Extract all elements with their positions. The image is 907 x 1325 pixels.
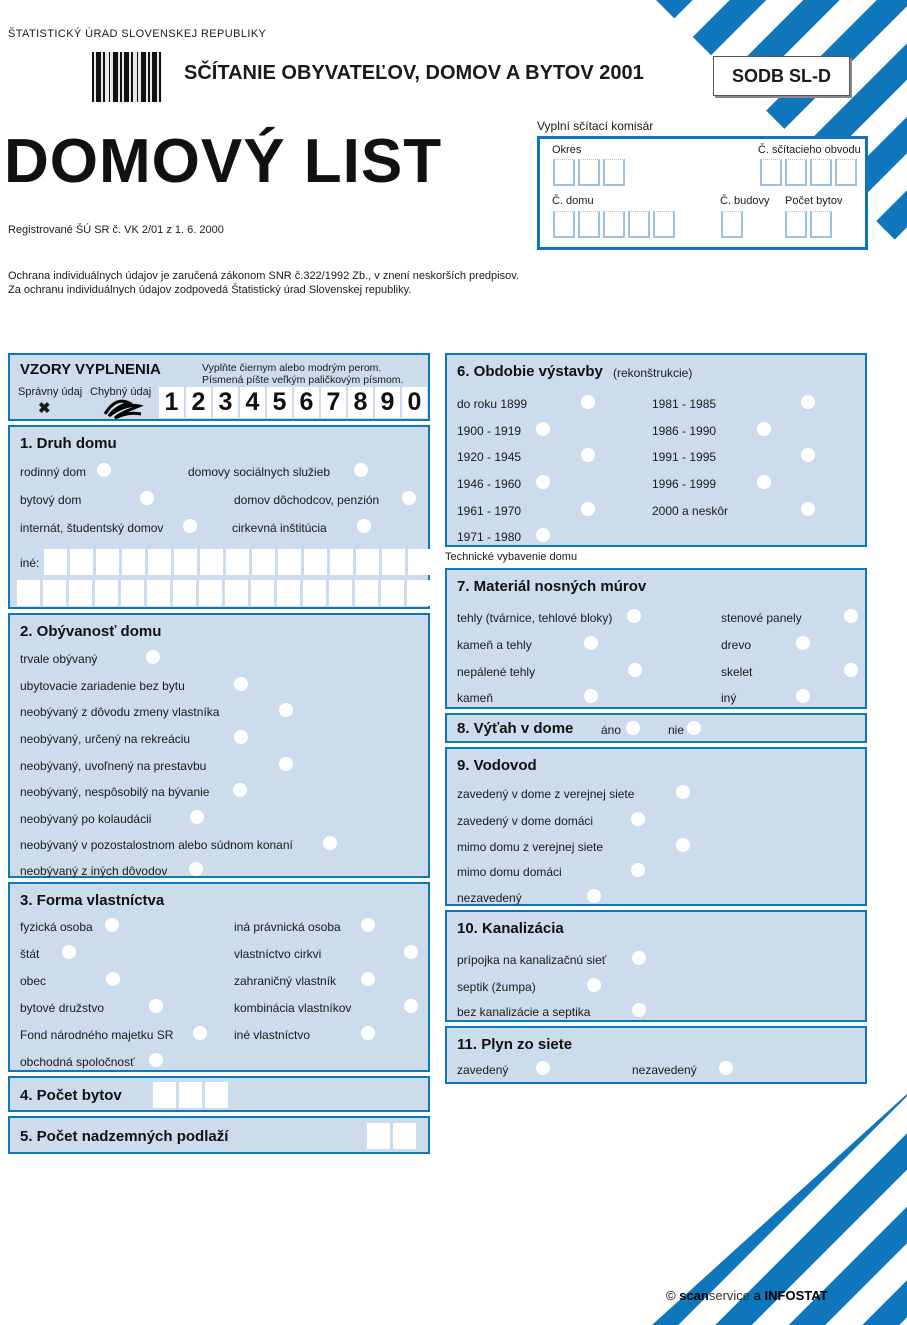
answer-bubble[interactable] [234, 730, 248, 744]
field-label-okres: Okres [552, 144, 582, 156]
option-label: cirkevná inštitúcia [232, 521, 327, 535]
char-cell[interactable] [760, 159, 782, 186]
char-cell[interactable] [355, 580, 378, 606]
sample-digit: 2 [186, 387, 211, 418]
char-cell[interactable] [43, 580, 66, 606]
field-label-building-number: Č. budovy [720, 195, 770, 207]
option-label: 1946 - 1960 [457, 477, 522, 491]
sample-digit: 6 [294, 387, 319, 418]
char-cell[interactable] [810, 211, 832, 238]
answer-bubble[interactable] [190, 810, 204, 824]
answer-bubble[interactable] [404, 945, 418, 959]
scribble-icon [102, 397, 144, 419]
char-cell[interactable] [251, 580, 274, 606]
answer-bubble[interactable] [354, 463, 368, 477]
house-number-input-cells[interactable] [553, 211, 675, 238]
char-cell[interactable] [785, 159, 807, 186]
char-cell[interactable] [205, 1082, 228, 1108]
section-title: 8. Výťah v dome [457, 720, 574, 737]
answer-bubble[interactable] [844, 609, 858, 623]
char-cell[interactable] [70, 549, 93, 575]
dwelling-count-cells[interactable] [153, 1082, 228, 1108]
credit-service: service [708, 1288, 751, 1303]
char-cell[interactable] [407, 580, 430, 606]
option-label: skelet [721, 665, 753, 679]
option-label: 1920 - 1945 [457, 450, 522, 464]
char-cell[interactable] [578, 159, 600, 186]
option-label: 1991 - 1995 [652, 450, 717, 464]
census-title: SČÍTANIE OBYVATEĽOV, DOMOV A BYTOV 2001 [184, 62, 644, 84]
answer-bubble[interactable] [402, 491, 416, 505]
answer-bubble[interactable] [687, 721, 701, 735]
answer-bubble[interactable] [632, 1003, 646, 1017]
char-cell[interactable] [17, 580, 40, 606]
section-4-pocet-bytov [8, 1076, 430, 1112]
option-label: neobývaný po kolaudácii [20, 812, 152, 826]
fill-samples-panel [8, 353, 430, 421]
answer-bubble[interactable] [844, 663, 858, 677]
registration-note: Registrované ŠÚ SR č. VK 2/01 z 1. 6. 2000 [8, 224, 224, 236]
answer-bubble[interactable] [189, 862, 203, 876]
option-label: kameň a tehly [457, 638, 532, 652]
section-title: 1. Druh domu [20, 435, 117, 452]
section-2-obyvanost-domu [8, 613, 430, 878]
barcode [92, 52, 162, 102]
char-cell[interactable] [603, 211, 625, 238]
answer-bubble[interactable] [193, 1026, 207, 1040]
char-cell[interactable] [329, 580, 352, 606]
answer-bubble[interactable] [631, 863, 645, 877]
answer-bubble[interactable] [587, 978, 601, 992]
option-label: nezavedený [457, 891, 522, 905]
char-cell[interactable] [721, 211, 743, 238]
char-cell[interactable] [367, 1123, 390, 1149]
section-3-forma-vlastnictva [8, 882, 430, 1072]
privacy-note-line2: Za ochranu individuálnych údajov zodpovedá Štatistický úrad Slovenskej republiky. [8, 284, 412, 296]
answer-bubble[interactable] [106, 972, 120, 986]
section-6-obdobie-vystavby [445, 353, 867, 547]
option-label: do roku 1899 [457, 397, 528, 411]
char-cell[interactable] [96, 549, 119, 575]
answer-bubble[interactable] [587, 889, 601, 903]
commissioner-box [537, 136, 868, 250]
answer-bubble[interactable] [279, 757, 293, 771]
sample-digit: 9 [375, 387, 400, 418]
option-label: nepálené tehly [457, 665, 536, 679]
option-label: bytové družstvo [20, 1001, 105, 1015]
option-label: nie [668, 723, 685, 737]
char-cell[interactable] [147, 580, 170, 606]
credit-infostat: INFOSTAT [764, 1288, 828, 1303]
section-title: 2. Obývanosť domu [20, 623, 162, 640]
char-cell[interactable] [179, 1082, 202, 1108]
answer-bubble[interactable] [146, 650, 160, 664]
answer-bubble[interactable] [796, 689, 810, 703]
option-label: mimo domu domáci [457, 865, 562, 879]
answer-bubble[interactable] [801, 395, 815, 409]
char-cell[interactable] [121, 580, 144, 606]
answer-bubble[interactable] [183, 519, 197, 533]
other-text-cells-row2[interactable] [17, 580, 430, 606]
char-cell[interactable] [148, 549, 171, 575]
option-label: neobývaný z dôvodu zmeny vlastníka [20, 705, 220, 719]
option-label: neobývaný, uvoľnený na prestavbu [20, 759, 207, 773]
option-label: vlastníctvo cirkvi [234, 947, 322, 961]
x-mark-icon: ✖ [38, 400, 51, 417]
section-8-vytah [445, 713, 867, 743]
option-label: internát, študentský domov [20, 521, 164, 535]
char-cell[interactable] [553, 211, 575, 238]
section-title: 6. Obdobie výstavby [457, 363, 603, 380]
option-label: 2000 a neskôr [652, 504, 729, 518]
answer-bubble[interactable] [627, 609, 641, 623]
option-label: neobývaný, nespôsobilý na bývanie [20, 785, 210, 799]
char-cell[interactable] [173, 580, 196, 606]
sample-digit: 4 [240, 387, 265, 418]
char-cell[interactable] [653, 211, 675, 238]
floor-count-cells[interactable] [367, 1123, 416, 1149]
answer-bubble[interactable] [536, 475, 550, 489]
credit-scan: scan [679, 1288, 709, 1303]
char-cell[interactable] [553, 159, 575, 186]
option-label: domov dôchodcov, penzión [234, 493, 380, 507]
char-cell[interactable] [174, 549, 197, 575]
char-cell[interactable] [44, 549, 67, 575]
answer-bubble[interactable] [536, 1061, 550, 1075]
answer-bubble[interactable] [628, 663, 642, 677]
option-label: tehly (tvárnice, tehlové bloky) [457, 611, 613, 625]
char-cell[interactable] [303, 580, 326, 606]
correct-entry-label: Správny údaj [18, 386, 83, 398]
option-label: nezavedený [632, 1063, 697, 1077]
answer-bubble[interactable] [581, 502, 595, 516]
char-cell[interactable] [226, 549, 249, 575]
answer-bubble[interactable] [140, 491, 154, 505]
option-label: zahraničný vlastník [234, 974, 337, 988]
sample-digit: 7 [321, 387, 346, 418]
char-cell[interactable] [199, 580, 222, 606]
option-label: trvale obývaný [20, 652, 98, 666]
char-cell[interactable] [122, 549, 145, 575]
option-label: neobývaný, určený na rekreáciu [20, 732, 191, 746]
answer-bubble[interactable] [801, 448, 815, 462]
option-label: septik (žumpa) [457, 980, 536, 994]
option-label: kombinácia vlastníkov [234, 1001, 352, 1015]
option-label: fyzická osoba [20, 920, 93, 934]
wrong-entry-label: Chybný údaj [90, 386, 152, 398]
answer-bubble[interactable] [357, 519, 371, 533]
section-title: 7. Materiál nosných múrov [457, 578, 647, 595]
answer-bubble[interactable] [97, 463, 111, 477]
char-cell[interactable] [603, 159, 625, 186]
option-label: 1971 - 1980 [457, 530, 522, 544]
char-cell[interactable] [278, 549, 301, 575]
answer-bubble[interactable] [323, 836, 337, 850]
form-code-box: SODB SL-D [713, 56, 850, 96]
dwelling-count-input-cells[interactable] [785, 211, 832, 238]
answer-bubble[interactable] [796, 636, 810, 650]
answer-bubble[interactable] [62, 945, 76, 959]
section-11-plyn [445, 1026, 867, 1084]
other-text-cells-row1[interactable] [44, 549, 431, 575]
option-label: bez kanalizácie a septika [457, 1005, 591, 1019]
option-label: stenové panely [721, 611, 802, 625]
answer-bubble[interactable] [757, 422, 771, 436]
pen-instruction-line1: Vyplňte čiernym alebo modrým perom. [202, 362, 382, 374]
answer-bubble[interactable] [105, 918, 119, 932]
option-label: prípojka na kanalizačnú sieť [457, 953, 607, 967]
answer-bubble[interactable] [361, 1026, 375, 1040]
option-label: obchodná spoločnosť [20, 1055, 135, 1069]
answer-bubble[interactable] [676, 785, 690, 799]
char-cell[interactable] [330, 549, 353, 575]
section-10-kanalizacia [445, 910, 867, 1022]
answer-bubble[interactable] [801, 502, 815, 516]
sample-digit: 8 [348, 387, 373, 418]
option-label: štát [20, 947, 40, 961]
answer-bubble[interactable] [584, 689, 598, 703]
field-label-enumeration-district: Č. sčítacieho obvodu [758, 144, 861, 156]
section-title: 3. Forma vlastníctva [20, 892, 165, 909]
option-label: 1986 - 1990 [652, 424, 717, 438]
answer-bubble[interactable] [757, 475, 771, 489]
option-label: zavedený v dome domáci [457, 814, 594, 828]
credit-conjunction: a [753, 1288, 761, 1303]
char-cell[interactable] [578, 211, 600, 238]
char-cell[interactable] [628, 211, 650, 238]
sample-digit: 1 [159, 387, 184, 418]
commissioner-box-title: Vyplní sčítací komisár [537, 119, 654, 133]
option-label: 1961 - 1970 [457, 504, 522, 518]
section-5-pocet-podlazi [8, 1116, 430, 1154]
okres-input-cells[interactable] [553, 159, 625, 186]
answer-bubble[interactable] [536, 528, 550, 542]
sample-digit: 3 [213, 387, 238, 418]
option-label: zavedený [457, 1063, 509, 1077]
answer-bubble[interactable] [536, 422, 550, 436]
copyright-icon: © [666, 1288, 676, 1303]
option-label: neobývaný v pozostalostnom alebo súdnom konaní [20, 838, 293, 852]
answer-bubble[interactable] [584, 636, 598, 650]
option-label: drevo [721, 638, 752, 652]
option-label: iné vlastníctvo [234, 1028, 311, 1042]
char-cell[interactable] [153, 1082, 176, 1108]
char-cell[interactable] [277, 580, 300, 606]
answer-bubble[interactable] [676, 838, 690, 852]
option-label: Fond národného majetku SR [20, 1028, 174, 1042]
option-label: domovy sociálnych služieb [188, 465, 331, 479]
char-cell[interactable] [356, 549, 379, 575]
char-cell[interactable] [304, 549, 327, 575]
section-subtitle: (rekonštrukcie) [613, 366, 693, 380]
char-cell[interactable] [225, 580, 248, 606]
option-label: iná právnická osoba [234, 920, 341, 934]
section-7-material-murov [445, 568, 867, 709]
sample-digit: 5 [267, 387, 292, 418]
char-cell[interactable] [381, 580, 404, 606]
option-label: zavedený v dome z verejnej siete [457, 787, 635, 801]
option-label: 1981 - 1985 [652, 397, 717, 411]
answer-bubble[interactable] [361, 918, 375, 932]
answer-bubble[interactable] [719, 1061, 733, 1075]
option-label: kameň [457, 691, 494, 705]
answer-bubble[interactable] [279, 703, 293, 717]
answer-bubble[interactable] [149, 1053, 163, 1067]
technical-equipment-label: Technické vybavenie domu [445, 551, 578, 563]
option-label: neobývaný z iných dôvodov [20, 864, 168, 878]
char-cell[interactable] [835, 159, 857, 186]
option-label: mimo domu z verejnej siete [457, 840, 604, 854]
char-cell[interactable] [200, 549, 223, 575]
answer-bubble[interactable] [632, 951, 646, 965]
pen-instruction-line2: Písmená píšte veľkým paličkovým písmom. [202, 374, 404, 386]
section-1-druh-domu [8, 425, 430, 609]
field-label-dwelling-count: Počet bytov [785, 195, 843, 207]
option-label: bytový dom [20, 493, 82, 507]
option-label: rodinný dom [20, 465, 87, 479]
option-label: iný [721, 691, 737, 705]
answer-bubble[interactable] [581, 448, 595, 462]
section-title: 11. Plyn zo siete [457, 1036, 573, 1053]
section-title: 5. Počet nadzemných podlaží [20, 1128, 229, 1145]
answer-bubble[interactable] [234, 677, 248, 691]
char-cell[interactable] [393, 1123, 416, 1149]
option-label: ubytovacie zariadenie bez bytu [20, 679, 185, 693]
char-cell[interactable] [69, 580, 92, 606]
building-number-input-cells[interactable] [721, 211, 743, 238]
char-cell[interactable] [810, 159, 832, 186]
answer-bubble[interactable] [404, 999, 418, 1013]
option-label: 1996 - 1999 [652, 477, 717, 491]
privacy-note-line1: Ochrana individuálnych údajov je zaručená zákonom SNR č.322/1992 Zb., v znení neskorších predpisov. [8, 270, 519, 282]
option-label: áno [601, 723, 622, 737]
section-title: 9. Vodovod [457, 757, 537, 774]
char-cell[interactable] [785, 211, 807, 238]
char-cell[interactable] [95, 580, 118, 606]
answer-bubble[interactable] [361, 972, 375, 986]
answer-bubble[interactable] [626, 721, 640, 735]
form-title: DOMOVÝ LIST [4, 127, 443, 196]
field-label-house-number: Č. domu [552, 195, 594, 207]
footer-credit [666, 1288, 828, 1303]
district-input-cells[interactable] [760, 159, 857, 186]
section-title: 4. Počet bytov [20, 1087, 122, 1104]
option-label: obec [20, 974, 47, 988]
char-cell[interactable] [252, 549, 275, 575]
other-label: iné: [20, 556, 40, 570]
option-label: 1900 - 1919 [457, 424, 522, 438]
char-cell[interactable] [382, 549, 405, 575]
sample-digit: 0 [402, 387, 427, 418]
answer-bubble[interactable] [233, 783, 247, 797]
answer-bubble[interactable] [581, 395, 595, 409]
char-cell[interactable] [408, 549, 431, 575]
agency-name: ŠTATISTICKÝ ÚRAD SLOVENSKEJ REPUBLIKY [8, 28, 267, 40]
samples-title: VZORY VYPLNENIA [20, 361, 161, 378]
section-title: 10. Kanalizácia [457, 920, 564, 937]
section-9-vodovod [445, 747, 867, 906]
answer-bubble[interactable] [631, 812, 645, 826]
answer-bubble[interactable] [149, 999, 163, 1013]
